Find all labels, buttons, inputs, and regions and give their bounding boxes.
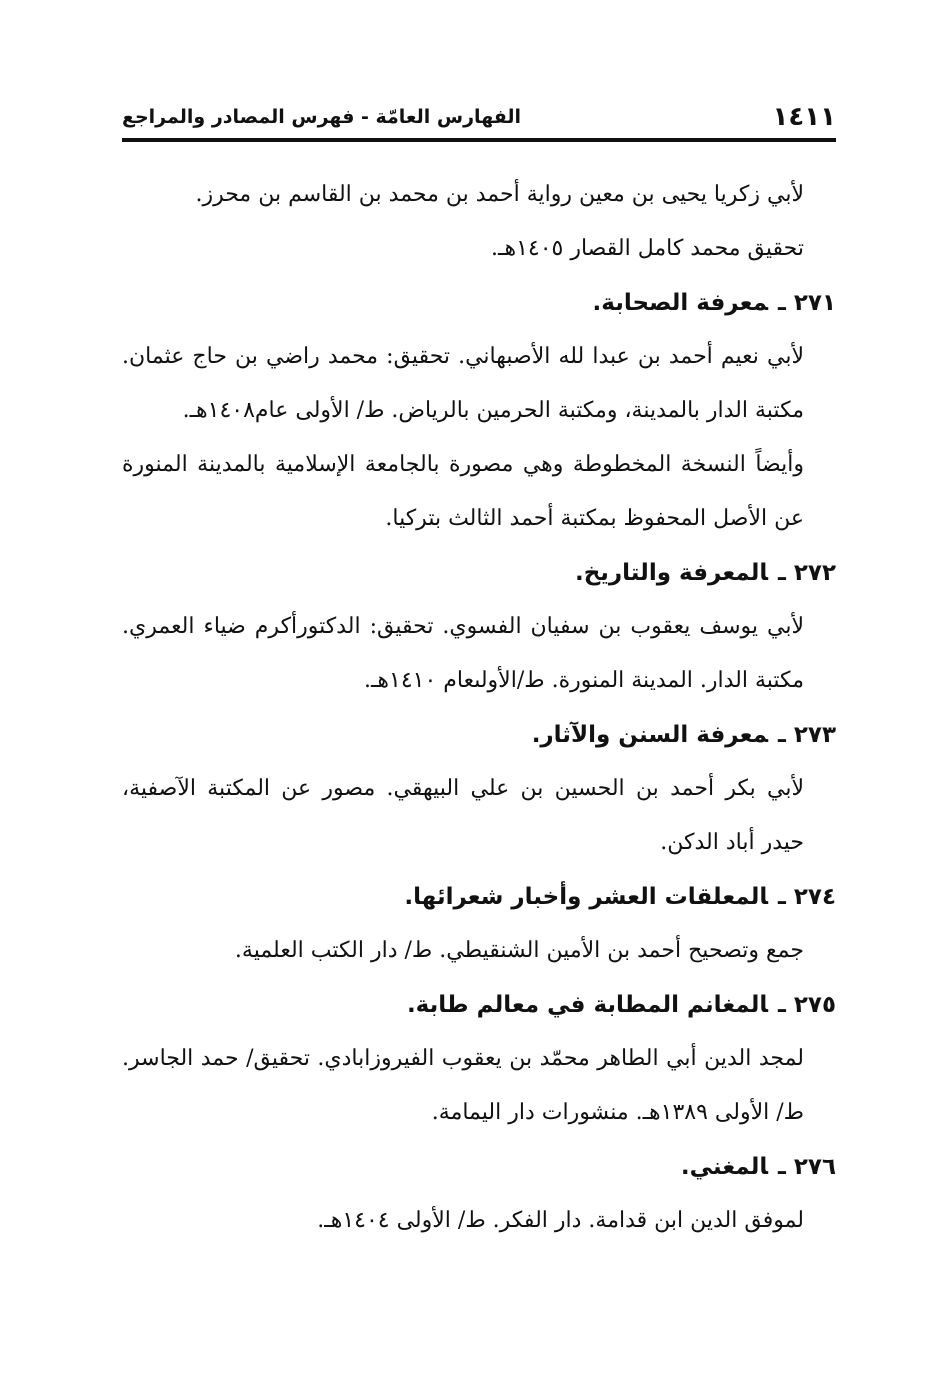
intro-paragraph: لأبي زكريا يحيى بن معين رواية أحمد بن محمد بن القاسم بن محرز. [195, 182, 804, 207]
entry-271 [122, 276, 836, 546]
entry-number: ٢٧٦ ـ [778, 1154, 836, 1180]
entry-number: ٢٧٢ ـ [778, 560, 836, 586]
entry-title: المعرفة والتاريخ. [574, 560, 768, 586]
entry-number: ٢٧١ ـ [778, 290, 836, 316]
entry-272 [122, 546, 836, 708]
page-number: ١٤١١ [772, 102, 836, 132]
entry-heading [122, 870, 836, 924]
entry-paragraph: جمع وتصحيح أحمد بن الأمين الشنقيطي. ط/ دار الكتب العلمية. [234, 938, 804, 963]
entry-title: المغني. [680, 1154, 768, 1180]
entry-paragraph: لمجد الدين أبي الطاهر محمّد بن يعقوب الفيروزابادي. تحقيق/ حمد الجاسر. ط/ الأولى ١٣٨٩هـ. منشورات دار اليمامة. [122, 1046, 804, 1125]
entry-paragraph: لأبي يوسف يعقوب بن سفيان الفسوي. تحقيق: الدكتورأكرم ضياء العمري. مكتبة الدار. المدينة المنورة. ط/الأولىعام ١٤١٠هـ. [122, 614, 804, 693]
entry-title: المعلقات العشر وأخبار شعرائها. [404, 884, 768, 910]
entry-paragraph: لأبي بكر أحمد بن الحسين بن علي البيهقي. مصور عن المكتبة الآصفية، حيدر أباد الدكن. [122, 776, 804, 855]
entry-heading [122, 276, 836, 330]
page-header [122, 100, 836, 142]
entry-title: المغانم المطابة في معالم طابة. [406, 992, 768, 1018]
entry-273 [122, 708, 836, 870]
entry-title: معرفة السنن والآثار. [531, 722, 768, 748]
entry-heading [122, 1140, 836, 1194]
entry-paragraph: لموفق الدين ابن قدامة. دار الفكر. ط/ الأولى ١٤٠٤هـ. [317, 1208, 804, 1233]
intro-paragraph: تحقيق محمد كامل القصار ١٤٠٥هـ. [491, 236, 804, 261]
entry-heading [122, 978, 836, 1032]
entry-heading [122, 546, 836, 600]
body-text [122, 168, 836, 1248]
entry-paragraph: لأبي نعيم أحمد بن عبدا لله الأصبهاني. تحقيق: محمد راضي بن حاج عثمان. مكتبة الدار بالمدينة، ومكتبة الحرمين بالرياض. ط/ الأولى عام١٤٠٨هـ. [122, 344, 804, 423]
entry-275 [122, 978, 836, 1140]
entry-276 [122, 1140, 836, 1248]
entry-number: ٢٧٥ ـ [778, 992, 836, 1018]
entry-paragraph: وأيضاً النسخة المخطوطة وهي مصورة بالجامعة الإسلامية بالمدينة المنورة عن الأصل المحفوظ بمكتبة أحمد الثالث بتركيا. [122, 452, 804, 531]
entry-number: ٢٧٣ ـ [778, 722, 836, 748]
entry-title: معرفة الصحابة. [592, 290, 768, 316]
entry-number: ٢٧٤ ـ [778, 884, 836, 910]
entry-heading [122, 708, 836, 762]
entry-274 [122, 870, 836, 978]
running-title: الفهارس العامّة - فهرس المصادر والمراجع [122, 106, 522, 128]
